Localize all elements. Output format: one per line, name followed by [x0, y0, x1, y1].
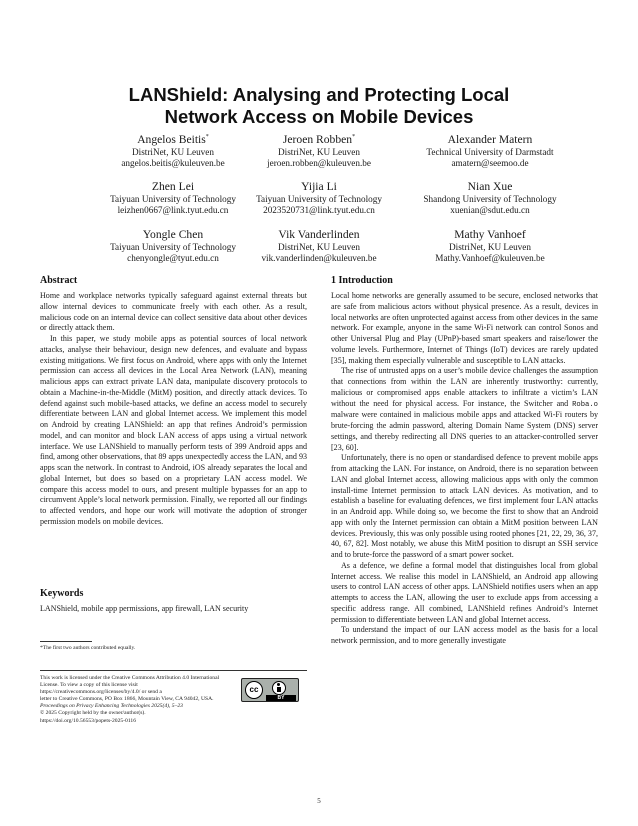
- author-affiliation: DistriNet, KU Leuven: [132, 146, 214, 157]
- cc-icon: cc: [245, 681, 263, 699]
- author-email: vik.vanderlinden@kuleuven.be: [261, 253, 377, 264]
- author-block: [219, 180, 419, 216]
- license-rule: [40, 670, 307, 671]
- cc-by-label: BY: [266, 695, 296, 701]
- author-name: Mathy Vanhoef: [454, 228, 526, 241]
- author-affiliation: Technical University of Darmstadt: [426, 146, 554, 157]
- author-name: Alexander Matern: [447, 132, 533, 146]
- introduction-paragraph: Local home networks are generally assumed to be secure, enclosed networks that are safe from malicious actors without physical presence. As a result, devices in local networks are often unprotected against access from other devices in the same network. For example, anyone in the same Wi-Fi network can control Sonos and other Universal Plug and Play (UPnP)-based smart speakers and raise/lower the volume levels. Furthermore, Internet of Things (IoT) devices are rarely updated [35], making them especially vulnerable and susceptible to LAN attacks.: [331, 291, 598, 365]
- author-name: Nian Xue: [467, 180, 513, 193]
- author-email: angelos.beitis@kuleuven.be: [121, 158, 225, 169]
- abstract-text: [40, 291, 307, 528]
- cc-by-badge[interactable]: [241, 678, 299, 702]
- keywords-heading: Keywords: [40, 588, 84, 599]
- author-block: [390, 228, 590, 264]
- author-email: Mathy.Vanhoef@kuleuven.be: [435, 253, 545, 264]
- author-affiliation: Taiyuan University of Technology: [256, 194, 382, 204]
- author-affiliation: Taiyuan University of Technology: [110, 242, 236, 252]
- title-line-1: LANShield: Analysing and Protecting Local: [128, 84, 510, 105]
- license-text: This work is licensed under the Creative Commons Attribution 4.0 International License. To view a copy of this license visit https://creativecommons.org/licenses/by/4.0/ or send a: [40, 675, 220, 696]
- introduction-paragraph: As a defence, we define a formal model that distinguishes local from global Internet access. We realise this model in LANShield, an Android app allowing users to control LAN access of other apps. LANShield notifies users when an app attempts to access the LAN, allowing the user to exclude apps from accessing a specific address range. All combined, LANShield refines Android’s Internet permission to differentiate between LAN and global Internet access.: [331, 560, 598, 624]
- author-name: Angelos Beitis*: [137, 132, 209, 146]
- author-block: [390, 130, 590, 169]
- introduction-paragraph: The rise of untrusted apps on a user’s mobile device challenges the assumption that connections from within the LAN are inherently trustworthy: currently, malicious or compromised apps enable attackers to infiltrate a victim’s LAN without the need for physical access. For instance, the Switcher and Roba.o malware were contained in malicious mobile apps and attacked Wi-Fi routers by brute-forcing the admin password, altering Domain Name System (DNS) server settings, and thereby redirecting all DNS queries to an attacker-controlled server [23, 60].: [331, 366, 598, 452]
- introduction-paragraph: To understand the impact of our LAN access model as the basis for a local network permission, and to more generally investigate: [331, 625, 598, 645]
- author-name: Zhen Lei: [151, 180, 195, 193]
- paper-title: [40, 84, 598, 128]
- introduction-paragraph: Unfortunately, there is no open or standardised defence to prevent mobile apps from attacking the LAN. For instance, on Android, there is no separation between LAN and global Internet access, allowing malicious apps with only the common install-time Internet permission to attack LAN devices. As motivation, and to establish a baseline for evaluating defences, we first implement four LAN attacks in an Android app. While doing so, we become the first to show that an Android app with only the Internet permission can obtain a MitM position between LAN devices. Previously, this was only possible using rooted phones [21, 22, 29, 36, 37, 40, 67, 82]. Most notably, we abuse this MitM position to disrupt an SSH service and to brute-force the password of a smart power socket.: [331, 453, 598, 559]
- author-email: xuenian@sdut.edu.cn: [450, 205, 530, 216]
- attribution-person-icon: [272, 681, 286, 695]
- author-name: Yijia Li: [301, 180, 337, 193]
- author-email: leizhen0667@link.tyut.edu.cn: [117, 205, 229, 216]
- proceedings-line: Proceedings on Privacy Enhancing Technologies 2025(4), 5–23: [40, 703, 183, 710]
- page-number: 5: [317, 797, 321, 805]
- author-email: amatern@seemoo.de: [451, 158, 529, 169]
- introduction-heading: 1 Introduction: [331, 275, 393, 286]
- author-name: Vik Vanderlinden: [278, 228, 360, 241]
- author-name: Yongle Chen: [142, 228, 204, 241]
- author-block: [219, 130, 419, 169]
- author-affiliation: Shandong University of Technology: [423, 194, 557, 204]
- author-affiliation: DistriNet, KU Leuven: [278, 242, 360, 252]
- introduction-text: [331, 291, 598, 647]
- author-block: [390, 180, 590, 216]
- author-email: jeroen.robben@kuleuven.be: [267, 158, 371, 169]
- author-affiliation: Taiyuan University of Technology: [110, 194, 236, 204]
- abstract-heading: Abstract: [40, 275, 78, 286]
- doi-link[interactable]: https://doi.org/10.56553/popets-2025-0116: [40, 717, 137, 724]
- license-address: letter to Creative Commons, PO Box 1866, Mountain View, CA 94042, USA.: [40, 696, 214, 703]
- footnote: *The first two authors contributed equally.: [40, 645, 136, 651]
- author-affiliation: DistriNet, KU Leuven: [449, 242, 531, 252]
- abstract-paragraph: Home and workplace networks typically safeguard against external threats but allow internal devices to communicate freely with each other. As a result, malicious code on an internal device can collect sensitive data about other devices or directly attack them.: [40, 291, 307, 333]
- author-email: chenyongle@tyut.edu.cn: [127, 253, 219, 264]
- copyright-line: © 2025 Copyright held by the owner/author(s).: [40, 710, 146, 717]
- author-name: Jeroen Robben*: [282, 132, 356, 146]
- footnote-rule: [40, 641, 92, 642]
- malware-name-code: Roba.o: [572, 400, 598, 409]
- author-email: 2023520731@link.tyut.edu.cn: [263, 205, 375, 216]
- author-affiliation: DistriNet, KU Leuven: [278, 146, 360, 157]
- abstract-paragraph: In this paper, we study mobile apps as potential sources of local network attacks, analyse their behaviour, design new defences, and evaluate and bypass existing mitigations. We first focus on Android, where apps with only the Internet permission can access all devices in the Local Area Network (LAN), meaning malicious apps can extract private LAN data, manipulate discovery protocols to obtain a Machine-in-the-Middle (MitM) position, and directly attack devices. To defend against such mobile-based attacks, we define an access model to securely differentiate between LAN and global Internet access. We implement this model on Android by creating LANShield: an app that refines Android’s permission model, and can monitor and block LAN access of apps using a virtual network interface. We use LANShield to manually perform tests of 399 Android apps and find, among other observations, that 89 apps unexpectedly access the LAN, and 93 apps scan the network. In contrast to Android, iOS already separates the local and global Internet, but does so based on a proprietary LAN access model. We compare this access model to ours, and present multiple bypasses for an app to circumvent Apple’s local network permission. Finally, we reported all our findings to affected vendors, and hope our work will motivate the adoption of stronger permission models on mobile devices.: [40, 334, 307, 526]
- author-block: [219, 228, 419, 264]
- title-line-2: Network Access on Mobile Devices: [164, 106, 474, 127]
- keywords-text: LANShield, mobile app permissions, app firewall, LAN security: [40, 604, 249, 613]
